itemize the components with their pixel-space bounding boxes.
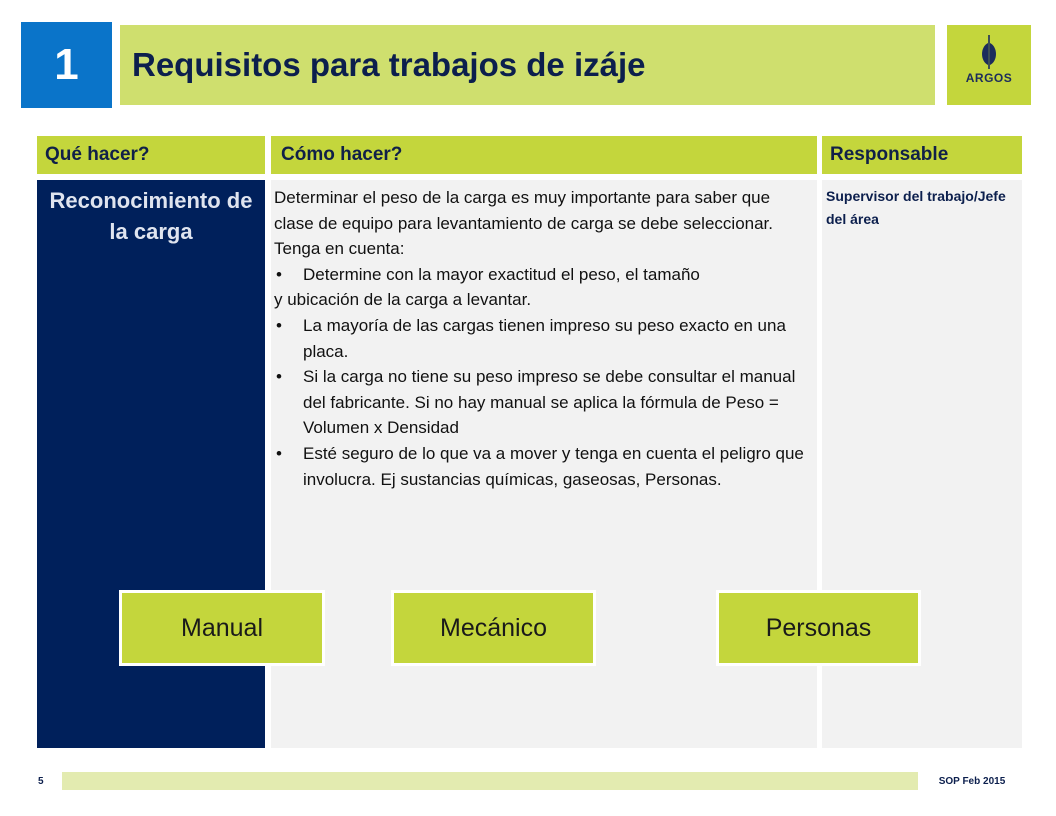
title-bar <box>120 25 935 105</box>
list-item <box>274 313 807 364</box>
list-item <box>274 441 807 492</box>
argos-leaf-icon <box>978 35 1000 69</box>
section-number: 1 <box>21 22 112 108</box>
page-title: Requisitos para trabajos de izáje <box>132 46 646 83</box>
logo-text: ARGOS <box>965 71 1013 85</box>
footer-bar <box>30 772 1026 790</box>
list-item <box>274 364 807 441</box>
bullet-text: Esté seguro de lo que va a mover y tenga en cuenta el peligro que involucra. Ej sustancias químicas, gaseosas, Personas. <box>303 443 804 489</box>
column-header-como: Cómo hacer? <box>271 136 817 174</box>
column-header-que: Qué hacer? <box>37 136 265 174</box>
argos-logo <box>947 25 1031 105</box>
bullet-text: Determine con la mayor exactitud el peso, el tamaño <box>303 264 700 284</box>
bullet-marker: • <box>276 367 282 387</box>
list-item <box>274 262 807 288</box>
method-manual: Manual <box>119 590 325 666</box>
bullet-continuation: y ubicación de la carga a levantar. <box>274 290 532 310</box>
bullet-marker: • <box>276 315 282 335</box>
bullet-text: La mayoría de las cargas tienen impreso su peso exacto en una placa. <box>303 315 786 361</box>
task-label: Reconocimiento de la carga <box>49 188 253 244</box>
bullet-text: Si la carga no tiene su peso impreso se debe consultar el manual del fabricante. Si no hay manual se aplica la fórmula de Peso = Volumen x Densidad <box>303 367 796 438</box>
bullet-marker: • <box>276 443 282 463</box>
page-number: 5 <box>30 772 62 790</box>
bullet-marker: • <box>276 264 282 284</box>
footer-label: SOP Feb 2015 <box>918 772 1026 790</box>
responsable-text: Supervisor del trabajo/Jefe del área <box>826 188 1006 227</box>
column-header-responsable: Responsable <box>822 136 1022 174</box>
method-personas: Personas <box>716 590 921 666</box>
method-mecanico: Mecánico <box>391 590 596 666</box>
intro-paragraph: Determinar el peso de la carga es muy importante para saber que clase de equipo para levantamiento de carga se debe seleccionar. Tenga en cuenta: <box>274 188 774 259</box>
